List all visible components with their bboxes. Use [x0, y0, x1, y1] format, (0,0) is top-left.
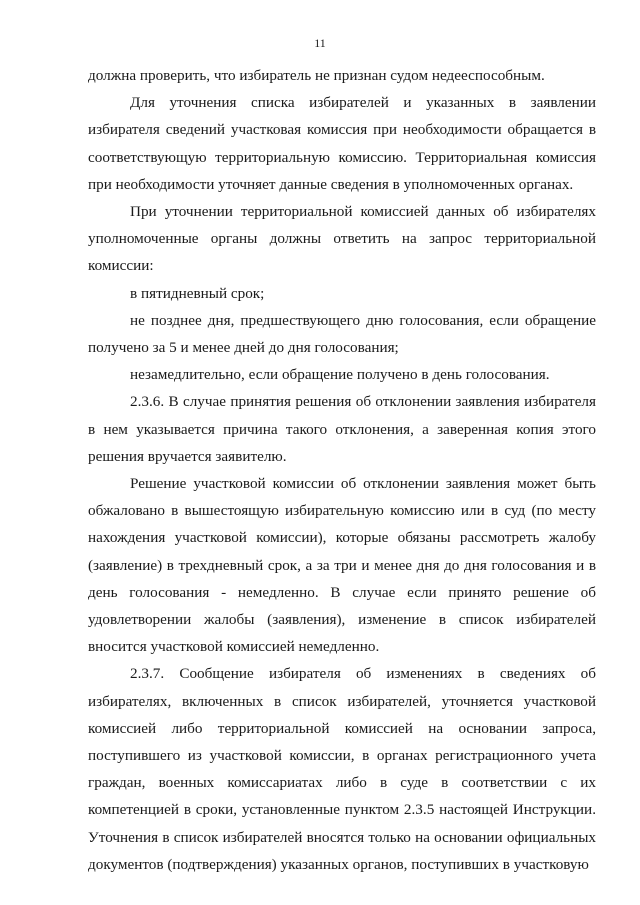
list-item: незамедлительно, если обращение получено в день голосования. [130, 366, 550, 384]
list-item: в пятидневный срок; [130, 284, 265, 302]
paragraph: должна проверить, что избиратель не признан судом недееспособным. [88, 67, 545, 84]
list-item: не позднее дня, предшествующего дню голосования, если обращение получено за 5 и менее дней до дня голосования; [88, 311, 596, 357]
paragraph: 2.3.7. Сообщение избирателя об изменениях в сведениях об избирателях, включенных в список избирателей, уточняется участковой комиссией либо территориальной комиссией на основании запроса, поступившего из участковой комиссии, в органах регистрационного учета граждан, военных комиссариатах либо в суде в соответствии с их компетенцией в сроки, установленные пунктом 2.3.5 настоящей Инструкции. Уточнения в список избирателей вносятся только на основании официальных документов (подтверждения) указанных органов, поступивших в участковую [88, 665, 596, 873]
paragraph: Для уточнения списка избирателей и указанных в заявлении избирателя сведений участковая комиссия при необходимости обращается в соответствующую территориальную комиссию. Территориальная комиссия при необходимости уточняет данные сведения в уполномоченных органах. [88, 94, 596, 193]
page-number: 11 [314, 36, 326, 50]
paragraph: Решение участковой комиссии об отклонении заявления может быть обжаловано в вышестоящую избирательную комиссию или в суд (по месту нахождения участковой комиссии), которые обязаны рассмотреть жалобу (заявление) в трехдневный срок, а за три и менее дня до дня голосования и в день голосования - немедленно. В случае если принято решение об удовлетворении жалобы (заявления), изменение в список избирателей вносится участковой комиссией немедленно. [88, 475, 596, 656]
paragraph: При уточнении территориальной комиссией данных об избирателях уполномоченные органы должны ответить на запрос территориальной комиссии: [88, 203, 596, 275]
document-body [88, 62, 596, 878]
paragraph: 2.3.6. В случае принятия решения об отклонении заявления избирателя в нем указывается причина такого отклонения, а заверенная копия этого решения вручается заявителю. [88, 393, 596, 465]
